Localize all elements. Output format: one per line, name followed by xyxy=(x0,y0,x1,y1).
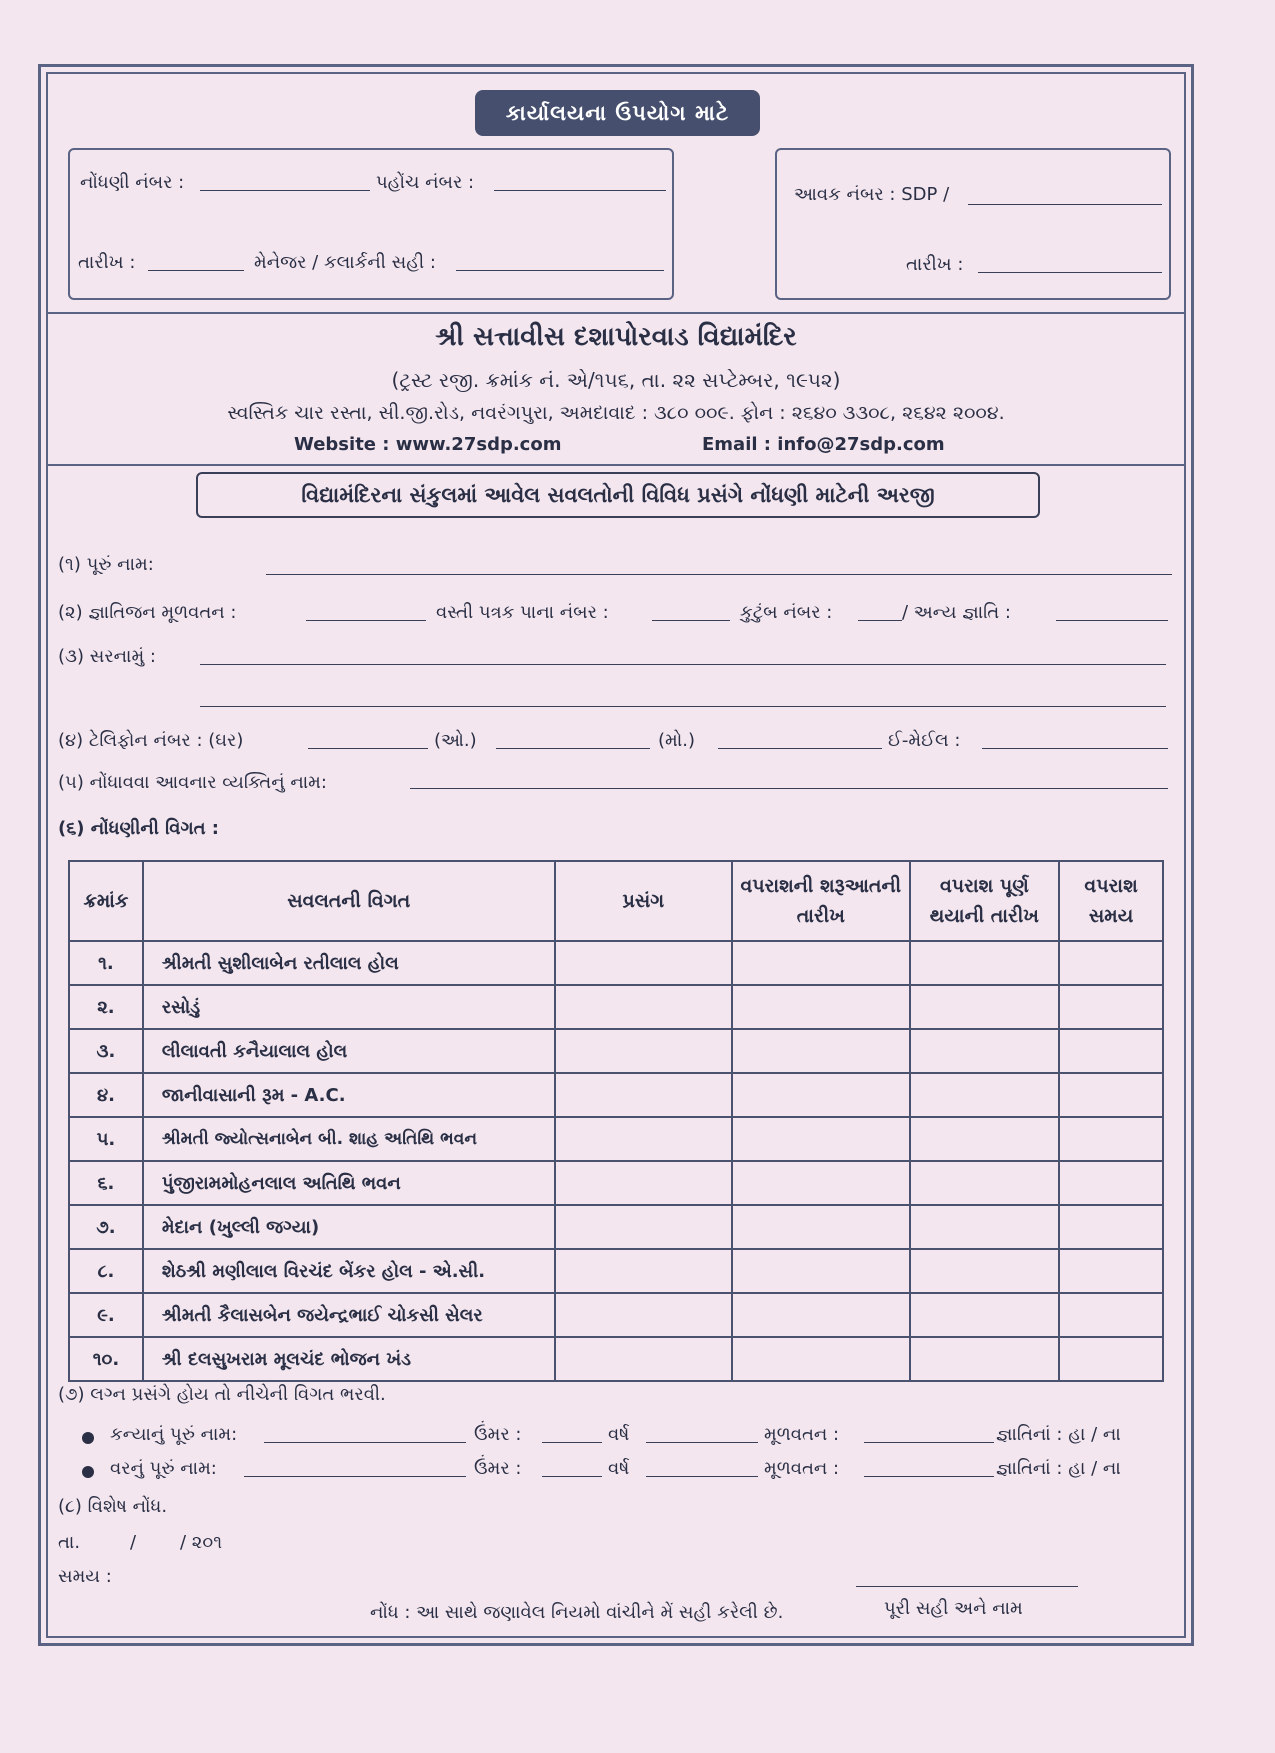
divider-2 xyxy=(46,464,1186,466)
occasion-cell[interactable] xyxy=(555,1117,732,1161)
occasion-cell[interactable] xyxy=(555,1161,732,1205)
other-caste-label: / અન્ય જ્ઞાતિ : xyxy=(902,602,1011,623)
inward-no-label: આવક નંબર : SDP / xyxy=(794,184,950,205)
q4-label: (૪) ટેલિફોન નંબર : (ઘર) xyxy=(58,730,244,751)
form-title: વિદ્યામંદિરના સંકુલમાં આવેલ સવલતોની વિવિધ પ્રસંગે નોંધણી માટેની અરજી xyxy=(196,472,1040,518)
groom-native-field[interactable] xyxy=(864,1476,994,1477)
row-num: ૭. xyxy=(69,1205,143,1249)
time-cell[interactable] xyxy=(1059,1337,1163,1381)
facility-name: જાનીવાસાની રૂમ - A.C. xyxy=(143,1073,555,1117)
occasion-cell[interactable] xyxy=(555,1029,732,1073)
registrant-name-field[interactable] xyxy=(410,788,1168,789)
occasion-cell[interactable] xyxy=(555,1205,732,1249)
bullet-icon xyxy=(82,1432,94,1444)
inward-date-label: તારીખ : xyxy=(906,254,964,275)
other-caste-field[interactable] xyxy=(1056,620,1168,621)
end-date-cell[interactable] xyxy=(910,1337,1060,1381)
bride-name-field[interactable] xyxy=(264,1442,466,1443)
occasion-cell[interactable] xyxy=(555,1293,732,1337)
occasion-cell[interactable] xyxy=(555,985,732,1029)
end-date-cell[interactable] xyxy=(910,1249,1060,1293)
phone-office-label: (ઓ.) xyxy=(434,730,477,751)
signature-field[interactable] xyxy=(856,1586,1078,1587)
q7-label: (૭) લગ્ન પ્રસંગે હોય તો નીચેની વિગત ભરવી. xyxy=(58,1384,386,1405)
start-date-cell[interactable] xyxy=(732,941,910,985)
row-num: ૩. xyxy=(69,1029,143,1073)
bride-age-label: ઉંમર : xyxy=(474,1424,522,1445)
office-box-left xyxy=(68,148,674,300)
groom-age-field[interactable] xyxy=(542,1476,602,1477)
start-date-cell[interactable] xyxy=(732,1337,910,1381)
end-date-cell[interactable] xyxy=(910,941,1060,985)
table-row xyxy=(69,1161,1163,1205)
native-field[interactable] xyxy=(306,620,426,621)
phone-home-field[interactable] xyxy=(308,748,428,749)
col-header-serial: ક્રમાંક xyxy=(69,861,143,941)
office-box-right xyxy=(775,148,1171,300)
row-num: ૯. xyxy=(69,1293,143,1337)
address-field-1[interactable] xyxy=(200,664,1166,665)
start-date-cell[interactable] xyxy=(732,1249,910,1293)
table-row xyxy=(69,1073,1163,1117)
end-date-cell[interactable] xyxy=(910,1205,1060,1249)
col-header-occasion: પ્રસંગ xyxy=(555,861,732,941)
trust-registration: (ટ્રસ્ટ રજી. ક્રમાંક નં. એ/૧૫૬, તા. ૨૨ સપ્ટેમ્બર, ૧૯૫૨) xyxy=(391,368,841,392)
q3-label: (૩) સરનામું : xyxy=(58,646,156,667)
date-separator: / xyxy=(130,1532,137,1553)
website-text: Website : www.27sdp.com xyxy=(294,434,562,455)
groom-name-label: વરનું પૂરું નામ: xyxy=(110,1458,217,1479)
bullet-icon xyxy=(82,1466,94,1478)
col-header-time: વપરાશ સમય xyxy=(1059,861,1163,941)
groom-caste-label: જ્ઞાતિનાં : હા / ના xyxy=(996,1458,1121,1479)
office-use-header: કાર્યાલયના ઉપયોગ માટે xyxy=(475,90,760,136)
table-row xyxy=(69,1337,1163,1381)
row-num: ૮. xyxy=(69,1249,143,1293)
start-date-cell[interactable] xyxy=(732,1205,910,1249)
groom-name-field[interactable] xyxy=(244,1476,466,1477)
institution-address: સ્વસ્તિક ચાર રસ્તા, સી.જી.રોડ, નવરંગપુરા, અમદાવાદ : ૩૮૦ ૦૦૯. ફોન : ૨૬૪૦ ૩૩૦૮, ૨૬૪૨ ૨૦૦૪. xyxy=(227,402,1005,424)
inward-date-field[interactable] xyxy=(978,272,1162,273)
start-date-cell[interactable] xyxy=(732,1073,910,1117)
bride-name-label: કન્યાનું પૂરું નામ: xyxy=(110,1424,238,1445)
groom-year-label: વર્ષ xyxy=(608,1458,630,1479)
groom-native-label: મૂળવતન : xyxy=(764,1458,840,1479)
q2-label: (૨) જ્ઞાતિજન મૂળવતન : xyxy=(58,602,237,623)
email-field-label: ઈ-મેઈલ : xyxy=(888,730,961,751)
time-cell[interactable] xyxy=(1059,1117,1163,1161)
end-date-cell[interactable] xyxy=(910,1073,1060,1117)
phone-mobile-field[interactable] xyxy=(718,748,882,749)
table-row xyxy=(69,1293,1163,1337)
table-row xyxy=(69,1249,1163,1293)
table-row xyxy=(69,1205,1163,1249)
start-date-cell[interactable] xyxy=(732,985,910,1029)
full-name-field[interactable] xyxy=(266,574,1172,575)
time-cell[interactable] xyxy=(1059,1205,1163,1249)
end-date-cell[interactable] xyxy=(910,1029,1060,1073)
col-header-facility: સવલતની વિગત xyxy=(143,861,555,941)
receipt-no-field[interactable] xyxy=(494,190,666,191)
end-date-cell[interactable] xyxy=(910,1161,1060,1205)
table-row xyxy=(69,1117,1163,1161)
start-date-cell[interactable] xyxy=(732,1117,910,1161)
bride-caste-label: જ્ઞાતિનાં : હા / ના xyxy=(996,1424,1121,1445)
start-date-cell[interactable] xyxy=(732,1161,910,1205)
facility-name: શ્રીમતી કૈલાસબેન જયેન્દ્રભાઈ ચોકસી સેલર xyxy=(143,1293,555,1337)
q8-label: (૮) વિશેષ નોંધ. xyxy=(58,1496,168,1517)
facility-name: રસોડું xyxy=(143,985,555,1029)
facility-name: શેઠશ્રી મણીલાલ વિરચંદ બેંકર હોલ - એ.સી. xyxy=(143,1249,555,1293)
manager-sign-label: મેનેજર / કલાર્કની સહી : xyxy=(254,252,436,273)
start-date-cell[interactable] xyxy=(732,1029,910,1073)
time-cell[interactable] xyxy=(1059,1029,1163,1073)
row-num: ૧. xyxy=(69,941,143,985)
facility-name: મેદાન (ખુલ્લી જગ્યા) xyxy=(143,1205,555,1249)
start-date-cell[interactable] xyxy=(732,1293,910,1337)
occasion-cell[interactable] xyxy=(555,1337,732,1381)
facility-name: લીલાવતી કનૈયાલાલ હોલ xyxy=(143,1029,555,1073)
institution-name: શ્રી સત્તાવીસ દશાપોરવાડ વિદ્યામંદિર xyxy=(435,322,797,352)
manager-sign-field[interactable] xyxy=(456,270,664,271)
facility-name: શ્રી દલસુખરામ મૂલચંદ ભોજન ખંડ xyxy=(143,1337,555,1381)
office-date-label: તારીખ : xyxy=(78,252,136,273)
receipt-no-label: પહોંચ નંબર : xyxy=(376,172,475,193)
bride-native-label: મૂળવતન : xyxy=(764,1424,840,1445)
bride-native-field[interactable] xyxy=(864,1442,994,1443)
row-num: ૧૦. xyxy=(69,1337,143,1381)
q6-label: (૬) નોંધણીની વિગત : xyxy=(58,818,219,839)
row-num: ૨. xyxy=(69,985,143,1029)
occasion-cell[interactable] xyxy=(555,1073,732,1117)
col-header-end-date: વપરાશ પૂર્ણ થયાની તારીખ xyxy=(910,861,1060,941)
table-row xyxy=(69,941,1163,985)
email-field[interactable] xyxy=(982,748,1168,749)
facility-name: શ્રીમતી સુશીલાબેન રતીલાલ હોલ xyxy=(143,941,555,985)
address-field-2[interactable] xyxy=(200,706,1166,707)
facilities-table xyxy=(68,860,1164,1382)
inward-no-field[interactable] xyxy=(968,204,1162,205)
table-row xyxy=(69,1029,1163,1073)
bride-year-label: વર્ષ xyxy=(608,1424,630,1445)
registration-no-field[interactable] xyxy=(200,190,370,191)
groom-age-label: ઉંમર : xyxy=(474,1458,522,1479)
family-no-field[interactable] xyxy=(858,620,902,621)
email-text: Email : info@27sdp.com xyxy=(702,434,945,455)
time-label: સમય : xyxy=(58,1566,112,1587)
time-cell[interactable] xyxy=(1059,1249,1163,1293)
table-row xyxy=(69,985,1163,1029)
row-num: ૪. xyxy=(69,1073,143,1117)
rules-note: નોંધ : આ સાથે જણાવેલ નિયમો વાંચીને મેં સહી કરેલી છે. xyxy=(370,1602,784,1623)
signature-label: પૂરી સહી અને નામ xyxy=(884,1598,1023,1619)
time-cell[interactable] xyxy=(1059,1073,1163,1117)
time-cell[interactable] xyxy=(1059,941,1163,985)
occasion-cell[interactable] xyxy=(555,941,732,985)
time-cell[interactable] xyxy=(1059,1293,1163,1337)
row-num: ૬. xyxy=(69,1161,143,1205)
facility-name: પુંજીરામમોહનલાલ અતિથિ ભવન xyxy=(143,1161,555,1205)
census-page-field[interactable] xyxy=(652,620,730,621)
row-num: ૫. xyxy=(69,1117,143,1161)
groom-year-field[interactable] xyxy=(646,1476,758,1477)
office-date-field[interactable] xyxy=(148,270,244,271)
end-date-cell[interactable] xyxy=(910,985,1060,1029)
q5-label: (૫) નોંધાવવા આવનાર વ્યક્તિનું નામ: xyxy=(58,772,327,793)
occasion-cell[interactable] xyxy=(555,1249,732,1293)
bride-year-field[interactable] xyxy=(646,1442,758,1443)
q1-label: (૧) પૂરું નામ: xyxy=(58,554,154,575)
phone-mobile-label: (મો.) xyxy=(658,730,695,751)
date-year: / ૨૦૧ xyxy=(180,1532,223,1553)
end-date-cell[interactable] xyxy=(910,1293,1060,1337)
facility-name: શ્રીમતી જ્યોત્સનાબેન બી. શાહ અતિથિ ભવન xyxy=(143,1117,555,1161)
phone-office-field[interactable] xyxy=(496,748,650,749)
census-label: વસ્તી પત્રક પાના નંબર : xyxy=(436,602,609,623)
bride-age-field[interactable] xyxy=(542,1442,602,1443)
date-label: તા. xyxy=(58,1532,81,1553)
end-date-cell[interactable] xyxy=(910,1117,1060,1161)
time-cell[interactable] xyxy=(1059,985,1163,1029)
time-cell[interactable] xyxy=(1059,1161,1163,1205)
family-no-label: કુટુંબ નંબર : xyxy=(740,602,833,623)
divider-1 xyxy=(46,312,1186,314)
col-header-start-date: વપરાશની શરૂઆતની તારીખ xyxy=(732,861,910,941)
registration-no-label: નોંધણી નંબર : xyxy=(80,172,185,193)
